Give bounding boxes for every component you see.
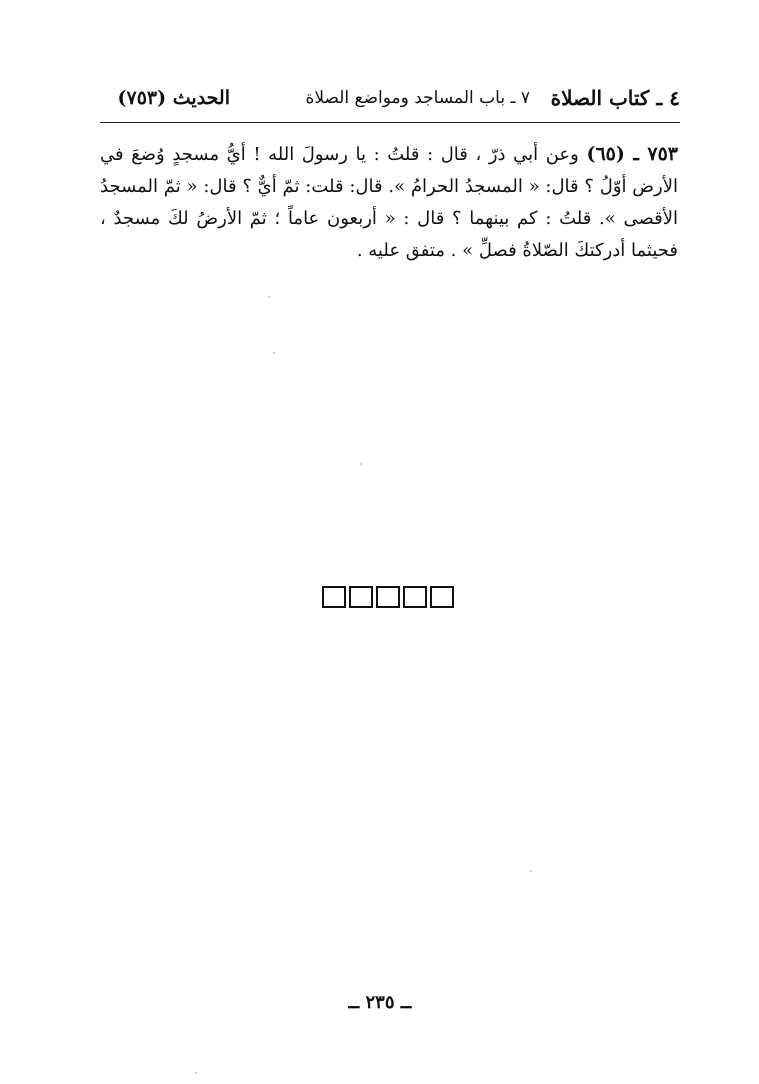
hadith-paragraph: [100, 138, 678, 267]
separator-box: [349, 586, 373, 608]
separator-box: [376, 586, 400, 608]
page-number: ــ ٢٣٥ ــ: [348, 992, 412, 1013]
separator-box: [403, 586, 427, 608]
section-separator: [322, 586, 454, 608]
header-rule: [100, 122, 680, 123]
separator-box: [430, 586, 454, 608]
hadith-text: وعن أبي ذرّ ، قال : قلتُ : يا رسولَ الله ! أيُّ مسجدٍ وُضعَ في الأرض أوّلُ ؟ قال: « المسجدُ الحرامُ ». قال: قلت: ثمّ أيٌّ ؟ قال: « ثمّ المسجدُ الأقصى ». قلتُ : كم بينهما ؟ قال : « أربعون عاماً ؛ ثمّ الأرضُ لكَ مسجدٌ ، فحيثما أدركتكَ الصّلاةُ فصلِّ » . متفق عليه .: [100, 144, 678, 261]
hadith-reference: الحديث (٧٥٣): [117, 87, 230, 109]
separator-box: [322, 586, 346, 608]
chapter-title: ٧ ـ باب المساجد ومواضع الصلاة: [305, 88, 530, 108]
scan-speck: [360, 463, 362, 465]
scan-speck: [273, 352, 275, 354]
page-header: [100, 80, 690, 118]
scan-speck: [530, 870, 532, 872]
hadith-number: ٧٥٣ ـ (٦٥): [586, 143, 678, 165]
scan-speck: [195, 1072, 197, 1074]
book-title: ٤ ـ كتاب الصلاة: [550, 86, 680, 110]
scan-speck: [268, 296, 270, 298]
